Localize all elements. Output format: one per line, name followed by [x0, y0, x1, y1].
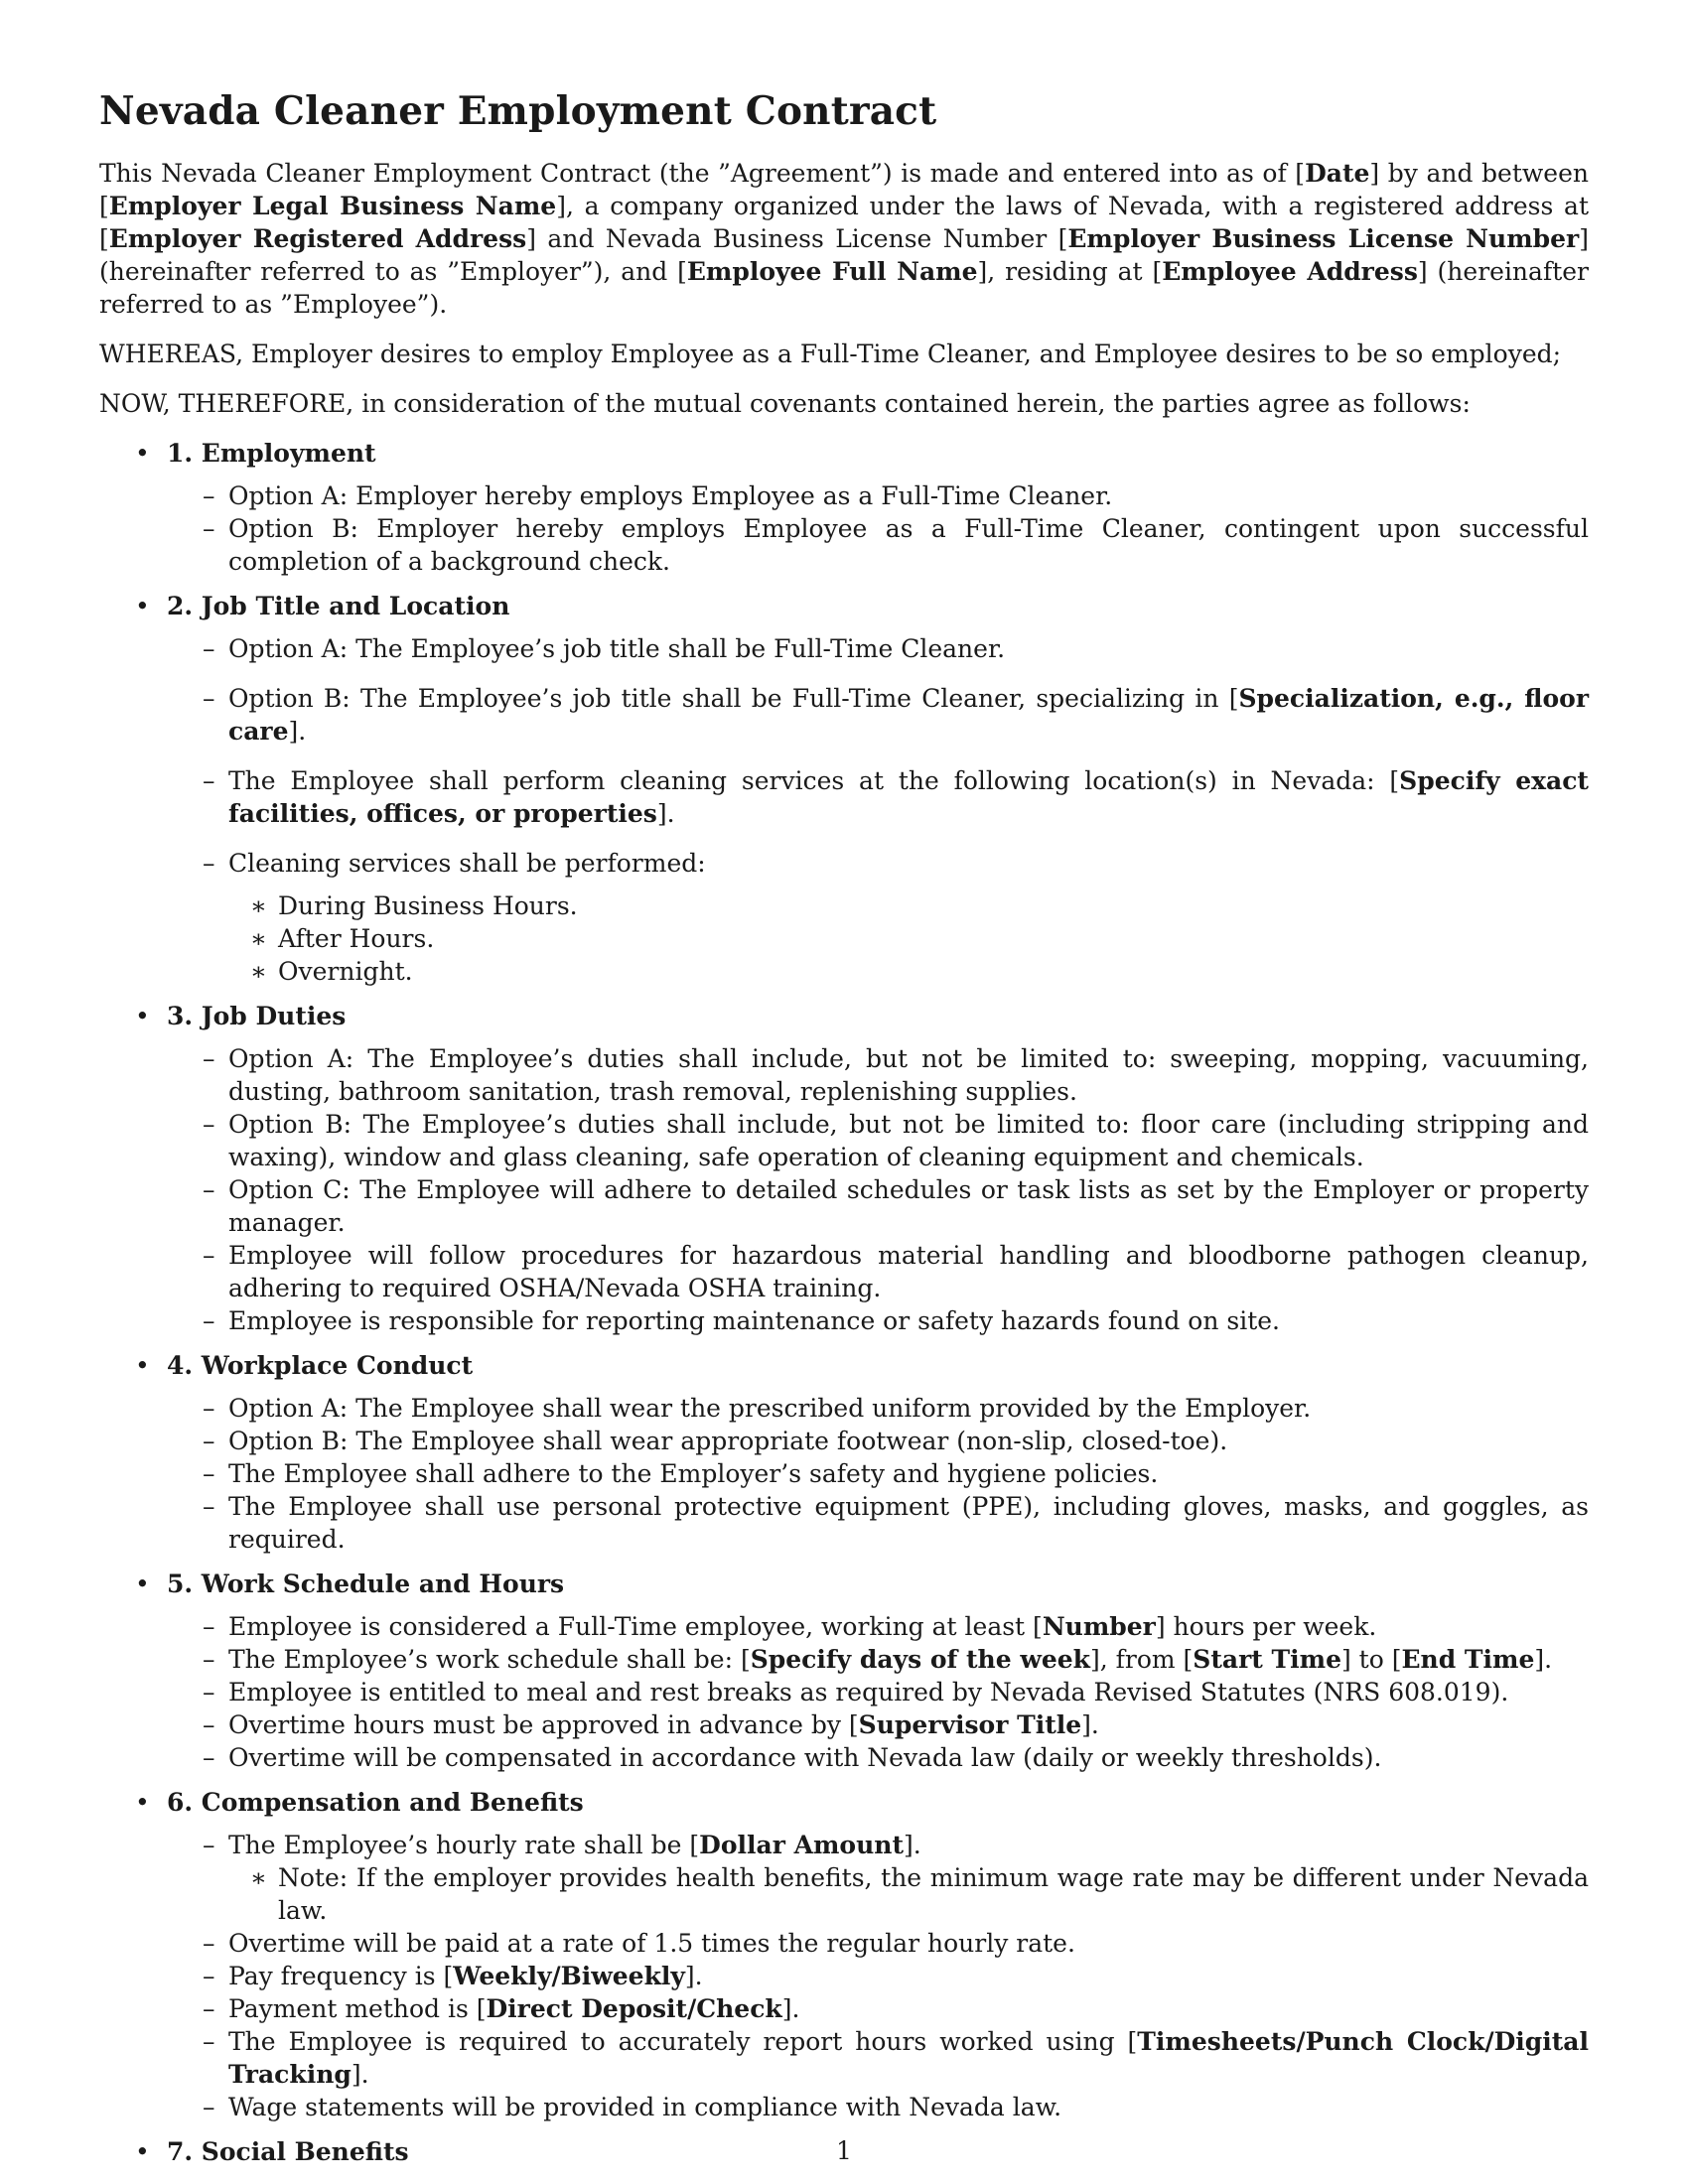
days-placeholder: Specify days of the week [750, 1645, 1090, 1674]
pay-frequency-placeholder: Weekly/Biweekly [453, 1962, 685, 1990]
section-items [167, 1610, 1589, 1774]
specialization-placeholder: Specialization, e.g., floor care [228, 684, 1590, 746]
end-time-placeholder: End Time [1401, 1645, 1535, 1674]
whereas-paragraph: WHEREAS, Employer desires to employ Employee as a Full-Time Cleaner, and Employee desires to be so employed; [99, 340, 1562, 368]
list-item: – The Employee’s hourly rate shall be [Dollar Amount]. ∗ Note: If the employer provides health benefits, the minimum wage rate may be different under Nevada law. [167, 1829, 1589, 1927]
list-item: – Option B: The Employee shall wear appropriate footwear (non-slip, closed-toe). [167, 1425, 1589, 1457]
employer-address-placeholder: Employer Registered Address [108, 224, 527, 253]
section-items [167, 1829, 1589, 2123]
list-item: – Option A: The Employee shall wear the prescribed uniform provided by the Employer. [167, 1392, 1589, 1425]
hours-number-placeholder: Number [1042, 1612, 1156, 1641]
list-item: – Pay frequency is [Weekly/Biweekly]. [167, 1960, 1589, 1992]
section-job-duties [99, 1000, 1589, 1337]
section-work-schedule [99, 1568, 1589, 1774]
employee-address-placeholder: Employee Address [1162, 257, 1418, 286]
section-items [167, 632, 1589, 988]
list-item: – Option A: The Employee’s job title shall be Full-Time Cleaner. [167, 632, 1589, 665]
list-item: – Option C: The Employee will adhere to detailed schedules or task lists as set by the Employer or property manager. [167, 1173, 1589, 1239]
section-items [167, 1042, 1589, 1337]
sub-list-item: ∗ After Hours. [228, 922, 1589, 955]
list-item: – Cleaning services shall be performed: ∗ During Business Hours. ∗ After Hours. ∗ Overnight. [167, 847, 1589, 988]
list-item: – Option A: Employer hereby employs Employee as a Full-Time Cleaner. [167, 479, 1589, 512]
date-placeholder: Date [1305, 159, 1370, 188]
list-item: – Employee is responsible for reporting maintenance or safety hazards found on site. [167, 1304, 1589, 1337]
list-item: – The Employee shall use personal protective equipment (PPE), including gloves, masks, and goggles, as required. [167, 1490, 1589, 1556]
supervisor-title-placeholder: Supervisor Title [858, 1710, 1082, 1739]
list-item: – Employee is considered a Full-Time employee, working at least [Number] hours per week. [167, 1610, 1589, 1643]
sub-list [228, 889, 1589, 988]
intro-paragraph: This Nevada Cleaner Employment Contract (the ”Agreement”) is made and entered into as of [Date] by and between [Employer Legal Business Name], a company organized under the laws of Nevada, with a registered address at [Employer Registered Address] and Nevada Business License Number [Employer Business License Number] (hereinafter referred to as ”Employer”), and [Employee Full Name], residing at [Employee Address] (hereinafter referred to as ”Employee”). [99, 159, 1589, 319]
list-item: – Overtime will be compensated in accordance with Nevada law (daily or weekly thresholds). [167, 1741, 1589, 1774]
sub-list-item: ∗ Note: If the employer provides health benefits, the minimum wage rate may be different under Nevada law. [228, 1861, 1589, 1927]
list-item: – Employee will follow procedures for hazardous material handling and bloodborne pathogen cleanup, adhering to required OSHA/Nevada OSHA training. [167, 1239, 1589, 1304]
section-items [167, 1392, 1589, 1556]
section-title: • 2. Job Title and Location [167, 592, 510, 620]
section-items [167, 479, 1589, 578]
list-item: – Option B: The Employee’s duties shall include, but not be limited to: floor care (including stripping and waxing), window and glass cleaning, safe operation of cleaning equipment and chemicals. [167, 1108, 1589, 1173]
list-item: – The Employee shall adhere to the Employer’s safety and hygiene policies. [167, 1457, 1589, 1490]
employee-name-placeholder: Employee Full Name [686, 257, 978, 286]
list-item: – Employee is entitled to meal and rest breaks as required by Nevada Revised Statutes (NRS 608.019). [167, 1676, 1589, 1708]
employer-name-placeholder: Employer Legal Business Name [108, 192, 557, 220]
section-title: • 6. Compensation and Benefits [167, 1788, 584, 1817]
list-item: – The Employee shall perform cleaning services at the following location(s) in Nevada: [Specify exact facilities, offices, or properties]. [167, 764, 1589, 830]
list-item: – Overtime hours must be approved in advance by [Supervisor Title]. [167, 1708, 1589, 1741]
section-title: • 5. Work Schedule and Hours [167, 1570, 565, 1598]
section-title: • 3. Job Duties [167, 1002, 347, 1030]
sections-list [99, 437, 1589, 2168]
section-compensation [99, 1786, 1589, 2123]
time-tracking-placeholder: Timesheets/Punch Clock/Digital Tracking [228, 2027, 1589, 2089]
list-item: – Wage statements will be provided in compliance with Nevada law. [167, 2091, 1589, 2123]
license-number-placeholder: Employer Business License Number [1067, 224, 1580, 253]
section-title: • 4. Workplace Conduct [167, 1351, 474, 1380]
section-workplace-conduct [99, 1349, 1589, 1556]
sub-list-item: ∗ During Business Hours. [228, 889, 1589, 922]
sub-list [228, 1861, 1589, 1927]
list-item: – Overtime will be paid at a rate of 1.5 times the regular hourly rate. [167, 1927, 1589, 1960]
now-therefore-paragraph: NOW, THEREFORE, in consideration of the mutual covenants contained herein, the parties agree as follows: [99, 389, 1471, 418]
sub-list-item: ∗ Overnight. [228, 955, 1589, 988]
section-title: • 1. Employment [167, 439, 376, 468]
list-item: – The Employee is required to accurately report hours worked using [Timesheets/Punch Clock/Digital Tracking]. [167, 2025, 1589, 2091]
page-number: 1 [836, 2136, 852, 2165]
list-item: – Payment method is [Direct Deposit/Check]. [167, 1992, 1589, 2025]
section-employment [99, 437, 1589, 578]
section-job-title-location [99, 590, 1589, 988]
section-title: • 7. Social Benefits [167, 2137, 409, 2166]
list-item: – Option B: Employer hereby employs Employee as a Full-Time Cleaner, contingent upon successful completion of a background check. [167, 512, 1589, 578]
facilities-placeholder: Specify exact facilities, offices, or properties [228, 766, 1589, 828]
dollar-amount-placeholder: Dollar Amount [699, 1831, 905, 1859]
list-item: – Option A: The Employee’s duties shall include, but not be limited to: sweeping, mopping, vacuuming, dusting, bathroom sanitation, trash removal, replenishing supplies. [167, 1042, 1589, 1108]
list-item: – Option B: The Employee’s job title shall be Full-Time Cleaner, specializing in [Specialization, e.g., floor care]. [167, 682, 1589, 748]
start-time-placeholder: Start Time [1193, 1645, 1341, 1674]
list-item: – The Employee’s work schedule shall be: [Specify days of the week], from [Start Time] to [End Time]. [167, 1643, 1589, 1676]
payment-method-placeholder: Direct Deposit/Check [486, 1994, 782, 2023]
document-title: Nevada Cleaner Employment Contract [99, 88, 937, 134]
